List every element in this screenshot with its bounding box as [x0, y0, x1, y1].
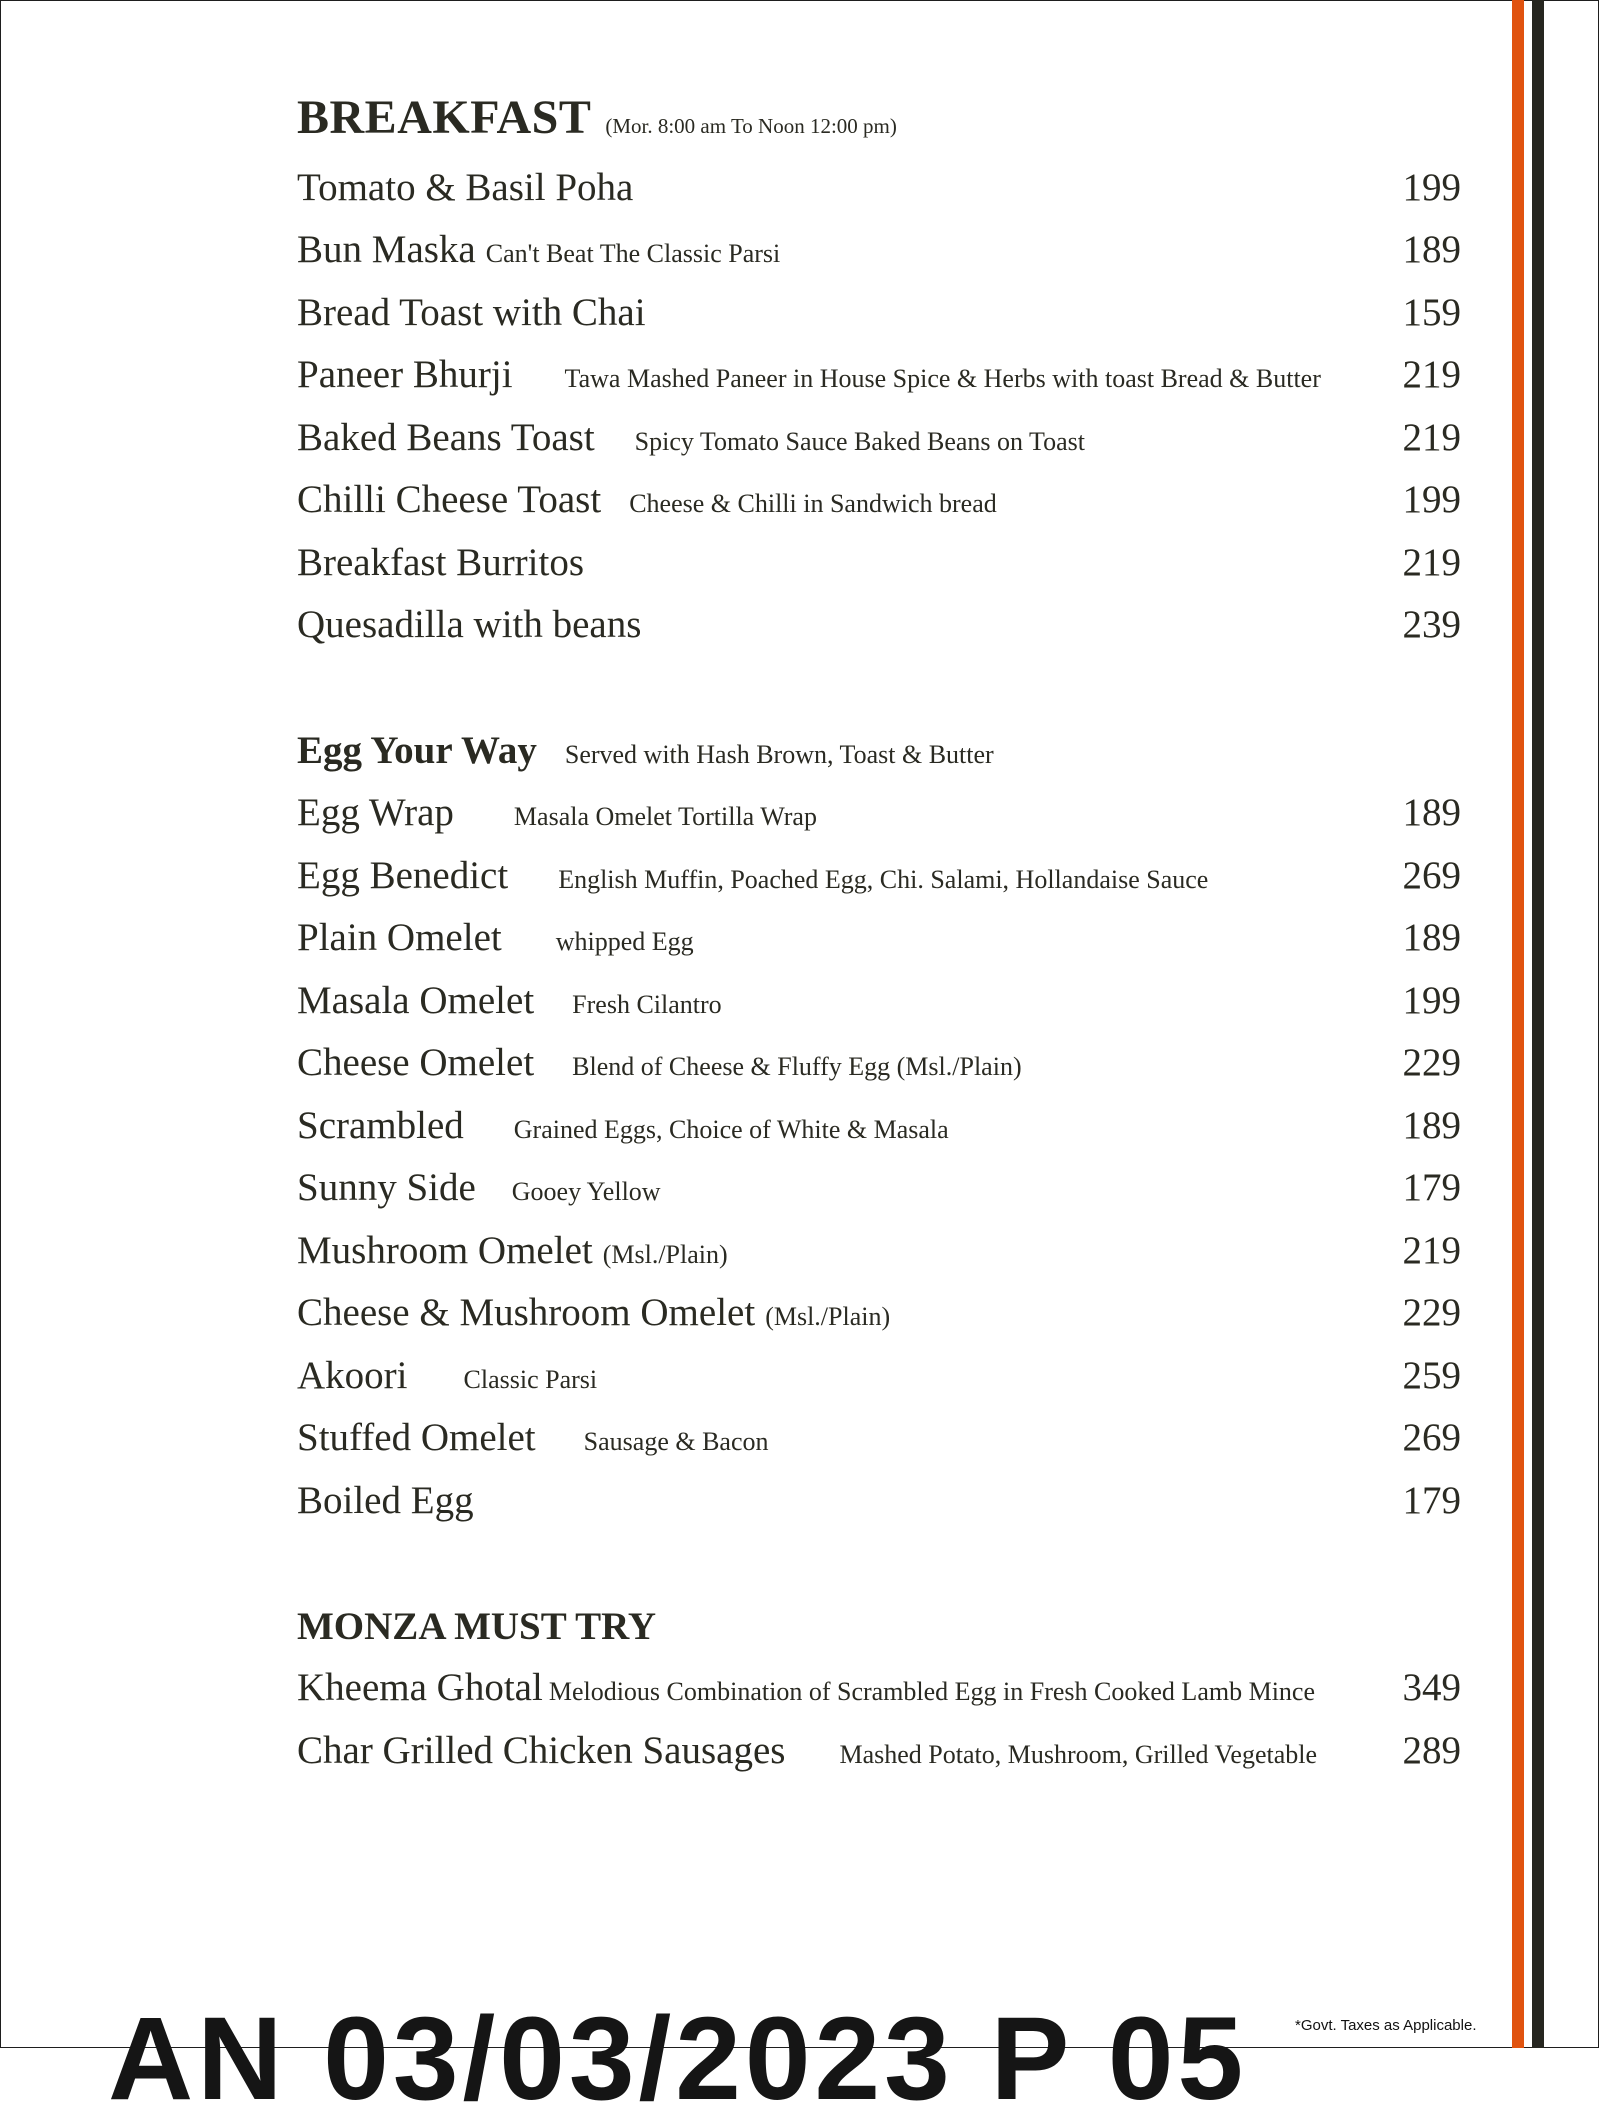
item-description: Gooey Yellow [511, 1177, 661, 1206]
item-name: Paneer Bhurji [297, 353, 513, 396]
item-price: 229 [1402, 1291, 1461, 1334]
item-name: Char Grilled Chicken Sausages [297, 1729, 786, 1772]
item-price: 229 [1402, 1041, 1461, 1084]
item-price: 269 [1402, 854, 1461, 897]
item-description: Can't Beat The Classic Parsi [485, 239, 781, 268]
item-price: 259 [1402, 1354, 1461, 1397]
monza-header [297, 1604, 656, 1649]
menu-item [297, 1660, 1461, 1716]
item-description: (Msl./Plain) [765, 1302, 891, 1331]
menu-item [297, 1160, 1461, 1216]
menu-item [297, 1035, 1461, 1091]
item-price: 199 [1402, 979, 1461, 1022]
menu-item [297, 1285, 1461, 1341]
item-name: Boiled Egg [297, 1479, 474, 1522]
menu-item [297, 347, 1461, 403]
menu-item [297, 1723, 1461, 1779]
item-price: 189 [1402, 1104, 1461, 1147]
monza-title: MONZA MUST TRY [297, 1605, 657, 1648]
menu-item [297, 848, 1461, 904]
item-description: Sausage & Bacon [583, 1427, 769, 1456]
menu-item [297, 973, 1461, 1029]
menu-item [297, 285, 1461, 341]
item-description: Melodious Combination of Scrambled Egg in Fresh Cooked Lamb Mince [548, 1677, 1316, 1706]
item-description: Fresh Cilantro [572, 990, 722, 1019]
item-name: Mushroom Omelet [297, 1229, 593, 1272]
item-name: Scrambled [297, 1104, 464, 1147]
item-name: Breakfast Burritos [297, 541, 585, 584]
item-price: 289 [1402, 1729, 1461, 1772]
item-description: Classic Parsi [463, 1365, 598, 1394]
item-name: Cheese Omelet [297, 1041, 535, 1084]
egg-section-note: Served with Hash Brown, Toast & Butter [564, 740, 994, 769]
menu-item [297, 410, 1461, 466]
item-name: Chilli Cheese Toast [297, 478, 602, 521]
item-name: Akoori [297, 1354, 408, 1397]
breakfast-hours: (Mor. 8:00 am To Noon 12:00 pm) [605, 114, 897, 138]
item-description: Mashed Potato, Mushroom, Grilled Vegetable [839, 1740, 1318, 1769]
item-name: Bun Maska [297, 228, 476, 271]
menu-item [297, 785, 1461, 841]
item-price: 189 [1402, 916, 1461, 959]
menu-item [297, 1473, 1461, 1529]
item-price: 189 [1402, 791, 1461, 834]
menu-item [297, 1098, 1461, 1154]
item-name: Sunny Side [297, 1166, 476, 1209]
item-name: Egg Wrap [297, 791, 454, 834]
item-description: Cheese & Chilli in Sandwich bread [629, 489, 997, 518]
item-price: 219 [1402, 1229, 1461, 1272]
orange-accent-stripe [1512, 0, 1524, 2048]
item-price: 199 [1402, 166, 1461, 209]
breakfast-header [297, 90, 897, 145]
item-name: Baked Beans Toast [297, 416, 595, 459]
item-description: Masala Omelet Tortilla Wrap [513, 802, 817, 831]
item-description: Blend of Cheese & Fluffy Egg (Msl./Plain) [572, 1052, 1022, 1081]
item-name: Masala Omelet [297, 979, 535, 1022]
menu-item [297, 910, 1461, 966]
item-description: (Msl./Plain) [602, 1240, 728, 1269]
item-price: 179 [1402, 1166, 1461, 1209]
item-price: 239 [1402, 603, 1461, 646]
menu-item [297, 1410, 1461, 1466]
menu-item [297, 535, 1461, 591]
item-price: 199 [1402, 478, 1461, 521]
menu-item [297, 597, 1461, 653]
item-price: 179 [1402, 1479, 1461, 1522]
item-name: Kheema Ghotal [297, 1666, 543, 1709]
item-name: Quesadilla with beans [297, 603, 642, 646]
menu-item [297, 1223, 1461, 1279]
item-name: Plain Omelet [297, 916, 502, 959]
breakfast-title: BREAKFAST [297, 91, 592, 144]
item-name: Egg Benedict [297, 854, 509, 897]
print-stamp: AN 03/03/2023 P 05 [108, 1993, 1248, 2125]
dark-accent-stripe [1532, 0, 1544, 2048]
item-description: English Muffin, Poached Egg, Chi. Salami, Hollandaise Sauce [558, 865, 1209, 894]
item-description: Spicy Tomato Sauce Baked Beans on Toast [634, 427, 1085, 456]
item-price: 219 [1402, 541, 1461, 584]
item-name: Bread Toast with Chai [297, 291, 646, 334]
egg-section-title: Egg Your Way [297, 729, 537, 772]
item-price: 349 [1402, 1666, 1461, 1709]
item-price: 189 [1402, 228, 1461, 271]
item-description: whipped Egg [555, 927, 694, 956]
egg-section-header [297, 728, 994, 773]
item-price: 219 [1402, 416, 1461, 459]
menu-item [297, 222, 1461, 278]
menu-item [297, 1348, 1461, 1404]
item-price: 219 [1402, 353, 1461, 396]
menu-item [297, 160, 1461, 216]
tax-footnote: *Govt. Taxes as Applicable. [1295, 2017, 1477, 2034]
item-price: 159 [1402, 291, 1461, 334]
item-description: Tawa Mashed Paneer in House Spice & Herbs with toast Bread & Butter [564, 364, 1321, 393]
item-name: Cheese & Mushroom Omelet [297, 1291, 756, 1334]
item-name: Stuffed Omelet [297, 1416, 536, 1459]
item-price: 269 [1402, 1416, 1461, 1459]
item-name: Tomato & Basil Poha [297, 166, 634, 209]
item-description: Grained Eggs, Choice of White & Masala [513, 1115, 949, 1144]
menu-item [297, 472, 1461, 528]
